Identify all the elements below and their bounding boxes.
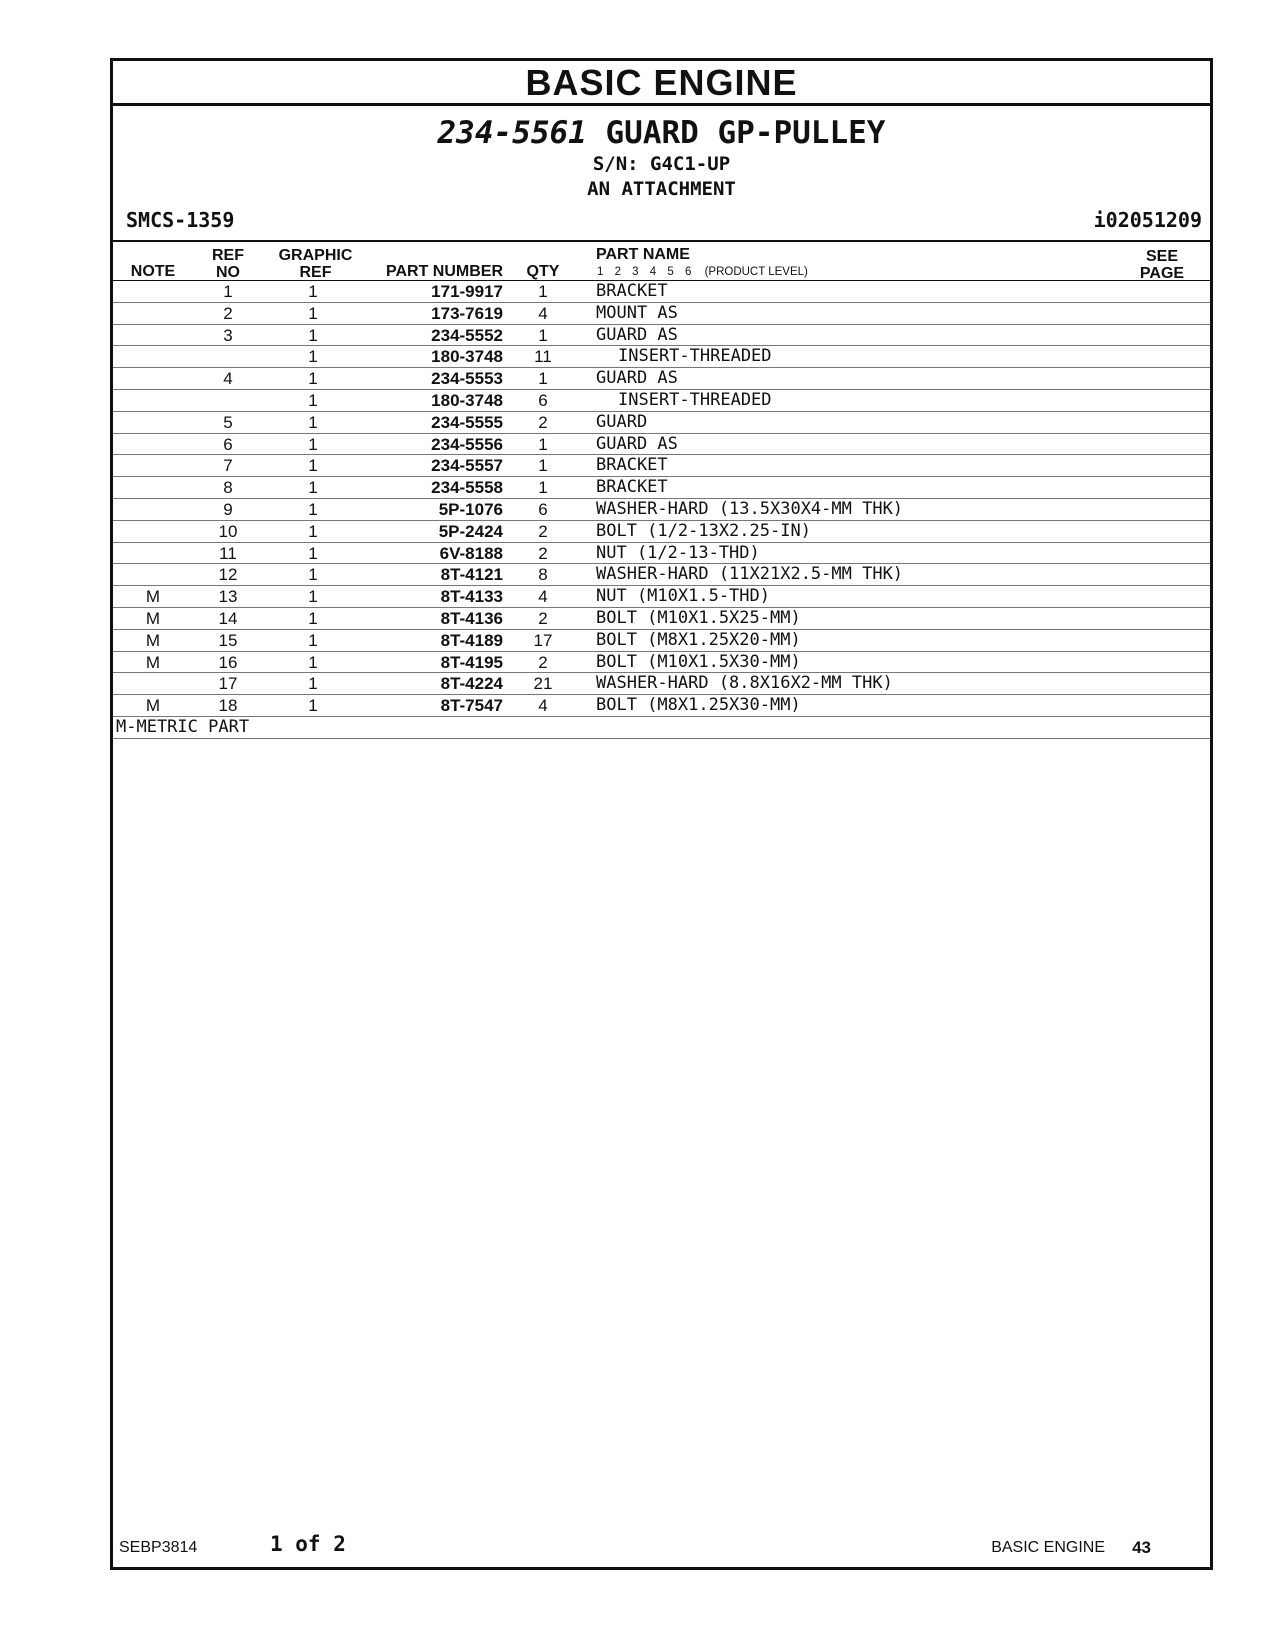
table-row: [113, 607, 1210, 629]
table-row: [113, 629, 1210, 651]
part-name-cell: WASHER-HARD (13.5X30X4-MM THK): [596, 498, 904, 519]
qty-cell: 1: [538, 434, 548, 454]
part-number-cell: 173-7619: [431, 303, 503, 323]
graphic-ref-cell: 1: [308, 521, 318, 541]
graphic-ref-cell: 1: [308, 587, 318, 607]
qty-cell: 2: [538, 543, 548, 563]
part-name-cell: BOLT (M10X1.5X25-MM): [596, 607, 801, 628]
qty-cell: 2: [538, 412, 548, 432]
column-header-qty: QTY: [526, 263, 560, 280]
part-number-cell: 8T-4224: [440, 674, 503, 694]
qty-cell: 1: [538, 325, 548, 345]
table-row: [113, 563, 1210, 585]
part-number-cell: 234-5558: [431, 478, 503, 498]
qty-cell: 8: [538, 565, 548, 585]
column-header-graphic-top: GRAPHIC: [278, 247, 353, 264]
qty-cell: 1: [538, 456, 548, 476]
graphic-ref-cell: 1: [308, 434, 318, 454]
ref-no-cell: 6: [223, 434, 233, 454]
part-number-cell: 234-5552: [431, 325, 503, 345]
part-name-cell: BRACKET: [596, 477, 668, 498]
table-end-rule: [113, 738, 1210, 739]
ref-no-cell: 5: [223, 412, 233, 432]
graphic-ref-cell: 1: [308, 608, 318, 628]
graphic-ref-cell: 1: [308, 282, 318, 301]
table-row: [113, 345, 1210, 367]
parts-table-body: [113, 280, 1210, 739]
footnote-row: [113, 716, 1210, 738]
section-title: BASIC ENGINE: [113, 61, 1210, 106]
part-number-cell: 180-3748: [431, 390, 503, 410]
part-name-cell: BRACKET: [596, 455, 668, 476]
document-number: SEBP3814: [119, 1539, 198, 1556]
part-number-cell: 6V-8188: [439, 543, 503, 563]
table-row: [113, 520, 1210, 542]
part-name-cell: BOLT (1/2-13X2.25-IN): [596, 520, 811, 541]
column-header-see-page: [1132, 248, 1192, 282]
parts-page-frame: [110, 58, 1213, 1570]
graphic-ref-cell: 1: [308, 325, 318, 345]
part-number-cell: 8T-7547: [440, 696, 503, 716]
ref-no-cell: 9: [223, 499, 233, 519]
part-number-cell: 5P-1076: [438, 499, 503, 519]
ref-no-cell: 14: [218, 608, 238, 628]
graphic-ref-cell: 1: [308, 303, 318, 323]
column-header-part-number: PART NUMBER: [385, 263, 503, 280]
ref-no-cell: 3: [223, 325, 233, 345]
graphic-ref-cell: 1: [308, 369, 318, 389]
column-header-ref-no: [203, 247, 253, 281]
group-name: GUARD GP-PULLEY: [605, 115, 886, 151]
part-name-cell: GUARD AS: [596, 324, 678, 345]
product-level-numbers: 1 2 3 4 5 6: [597, 266, 692, 278]
ref-no-cell: 8: [223, 478, 233, 498]
qty-cell: 1: [538, 282, 548, 301]
part-number-cell: 180-3748: [431, 347, 503, 367]
column-header-graphic-ref: [268, 247, 363, 281]
part-number-cell: 8T-4195: [440, 652, 503, 672]
graphic-ref-cell: 1: [308, 696, 318, 716]
part-name-cell: BOLT (M8X1.25X20-MM): [596, 629, 801, 650]
qty-cell: 2: [538, 521, 548, 541]
ref-no-cell: 1: [223, 282, 233, 301]
note-cell: M: [145, 652, 161, 672]
part-name-cell: WASHER-HARD (11X21X2.5-MM THK): [596, 564, 904, 585]
table-row: [113, 476, 1210, 498]
part-name-cell: GUARD AS: [596, 368, 678, 389]
note-cell: M: [145, 696, 161, 716]
graphic-ref-cell: 1: [308, 499, 318, 519]
qty-cell: 2: [538, 652, 548, 672]
graphic-ref-cell: 1: [308, 347, 318, 367]
column-header-ref-bottom: NO: [216, 264, 240, 281]
graphic-ref-cell: 1: [308, 674, 318, 694]
part-number-cell: 234-5556: [431, 434, 503, 454]
part-number-cell: 234-5555: [431, 412, 503, 432]
column-header-part-name: PART NAME: [596, 246, 690, 263]
note-cell: M: [145, 630, 161, 650]
column-header-see-top: SEE: [1145, 248, 1178, 265]
column-header-ref-top: REF: [212, 247, 244, 264]
smcs-code: SMCS-1359: [126, 208, 235, 232]
part-name-cell: BOLT (M10X1.5X30-MM): [596, 651, 801, 672]
qty-cell: 1: [538, 478, 548, 498]
note-cell: M: [145, 608, 161, 628]
graphic-ref-cell: 1: [308, 412, 318, 432]
product-level-label: (PRODUCT LEVEL): [704, 266, 808, 278]
ref-no-cell: 17: [218, 674, 238, 694]
graphic-ref-cell: 1: [308, 543, 318, 563]
qty-cell: 6: [538, 390, 548, 410]
ref-no-cell: 13: [218, 587, 238, 607]
qty-cell: 11: [534, 347, 552, 367]
part-name-cell: NUT (1/2-13-THD): [596, 542, 760, 563]
qty-cell: 17: [533, 630, 553, 650]
qty-cell: 4: [538, 696, 548, 716]
ref-no-cell: 10: [218, 521, 238, 541]
table-top-rule: [113, 240, 1210, 242]
footnote-text: M-METRIC PART: [116, 716, 250, 737]
graphic-ref-cell: 1: [308, 630, 318, 650]
part-number-cell: 8T-4136: [440, 608, 503, 628]
part-name-cell: WASHER-HARD (8.8X16X2-MM THK): [596, 673, 893, 694]
ref-no-cell: 11: [219, 543, 237, 563]
table-row: [113, 367, 1210, 389]
table-row: [113, 454, 1210, 476]
part-name-cell: BOLT (M8X1.25X30-MM): [596, 695, 801, 716]
ref-no-cell: 15: [218, 630, 238, 650]
graphic-ref-cell: 1: [308, 565, 318, 585]
table-row: [113, 672, 1210, 694]
column-header-note: NOTE: [130, 263, 176, 280]
table-row: [113, 302, 1210, 324]
part-name-cell: NUT (M10X1.5-THD): [596, 586, 770, 607]
part-number-cell: 8T-4133: [440, 587, 503, 607]
part-name-cell: INSERT-THREADED: [618, 346, 772, 367]
graphic-ref-cell: 1: [308, 652, 318, 672]
table-row: [113, 585, 1210, 607]
qty-cell: 21: [533, 674, 553, 694]
page-number: 43: [1132, 1538, 1151, 1557]
part-number-cell: 8T-4121: [440, 565, 503, 585]
table-row: [113, 542, 1210, 564]
part-number-cell: 171-9917: [431, 282, 503, 301]
info-id: i02051209: [1093, 208, 1202, 232]
qty-cell: 2: [538, 608, 548, 628]
table-row: [113, 389, 1210, 411]
column-header-graphic-bottom: REF: [299, 264, 332, 281]
qty-cell: 6: [538, 499, 548, 519]
table-row: [113, 498, 1210, 520]
table-row: [113, 411, 1210, 433]
part-name-cell: GUARD: [596, 411, 648, 432]
ref-no-cell: 4: [223, 369, 233, 389]
product-level-legend: [597, 266, 808, 278]
graphic-ref-cell: 1: [308, 478, 318, 498]
note-cell: M: [145, 587, 161, 607]
part-name-cell: INSERT-THREADED: [618, 389, 772, 410]
group-part-number: 234-5561: [437, 115, 587, 151]
graphic-ref-cell: 1: [308, 390, 318, 410]
ref-no-cell: 7: [223, 456, 233, 476]
table-row: [113, 280, 1210, 302]
table-row: [113, 694, 1210, 716]
part-name-cell: GUARD AS: [596, 433, 678, 454]
attachment-line: AN ATTACHMENT: [587, 178, 736, 200]
qty-cell: 4: [538, 587, 548, 607]
ref-no-cell: 12: [218, 565, 238, 585]
part-name-cell: MOUNT AS: [596, 302, 678, 323]
ref-no-cell: 2: [223, 303, 233, 323]
part-number-cell: 8T-4189: [440, 630, 503, 650]
ref-no-cell: 16: [218, 652, 238, 672]
graphic-ref-cell: 1: [308, 456, 318, 476]
table-row: [113, 651, 1210, 673]
group-title: [113, 115, 1210, 151]
ref-no-cell: 18: [218, 696, 238, 716]
footer-section-name: BASIC ENGINE: [991, 1539, 1105, 1556]
part-number-cell: 234-5553: [431, 369, 503, 389]
serial-number-line: S/N: G4C1-UP: [592, 153, 731, 175]
part-number-cell: 234-5557: [431, 456, 503, 476]
column-header-see-bottom: PAGE: [1139, 265, 1185, 282]
part-name-cell: BRACKET: [596, 281, 668, 301]
part-number-cell: 5P-2424: [438, 521, 503, 541]
qty-cell: 1: [538, 369, 548, 389]
table-row: [113, 324, 1210, 346]
qty-cell: 4: [538, 303, 548, 323]
sheet-indicator: 1 of 2: [270, 1532, 346, 1556]
table-row: [113, 433, 1210, 455]
